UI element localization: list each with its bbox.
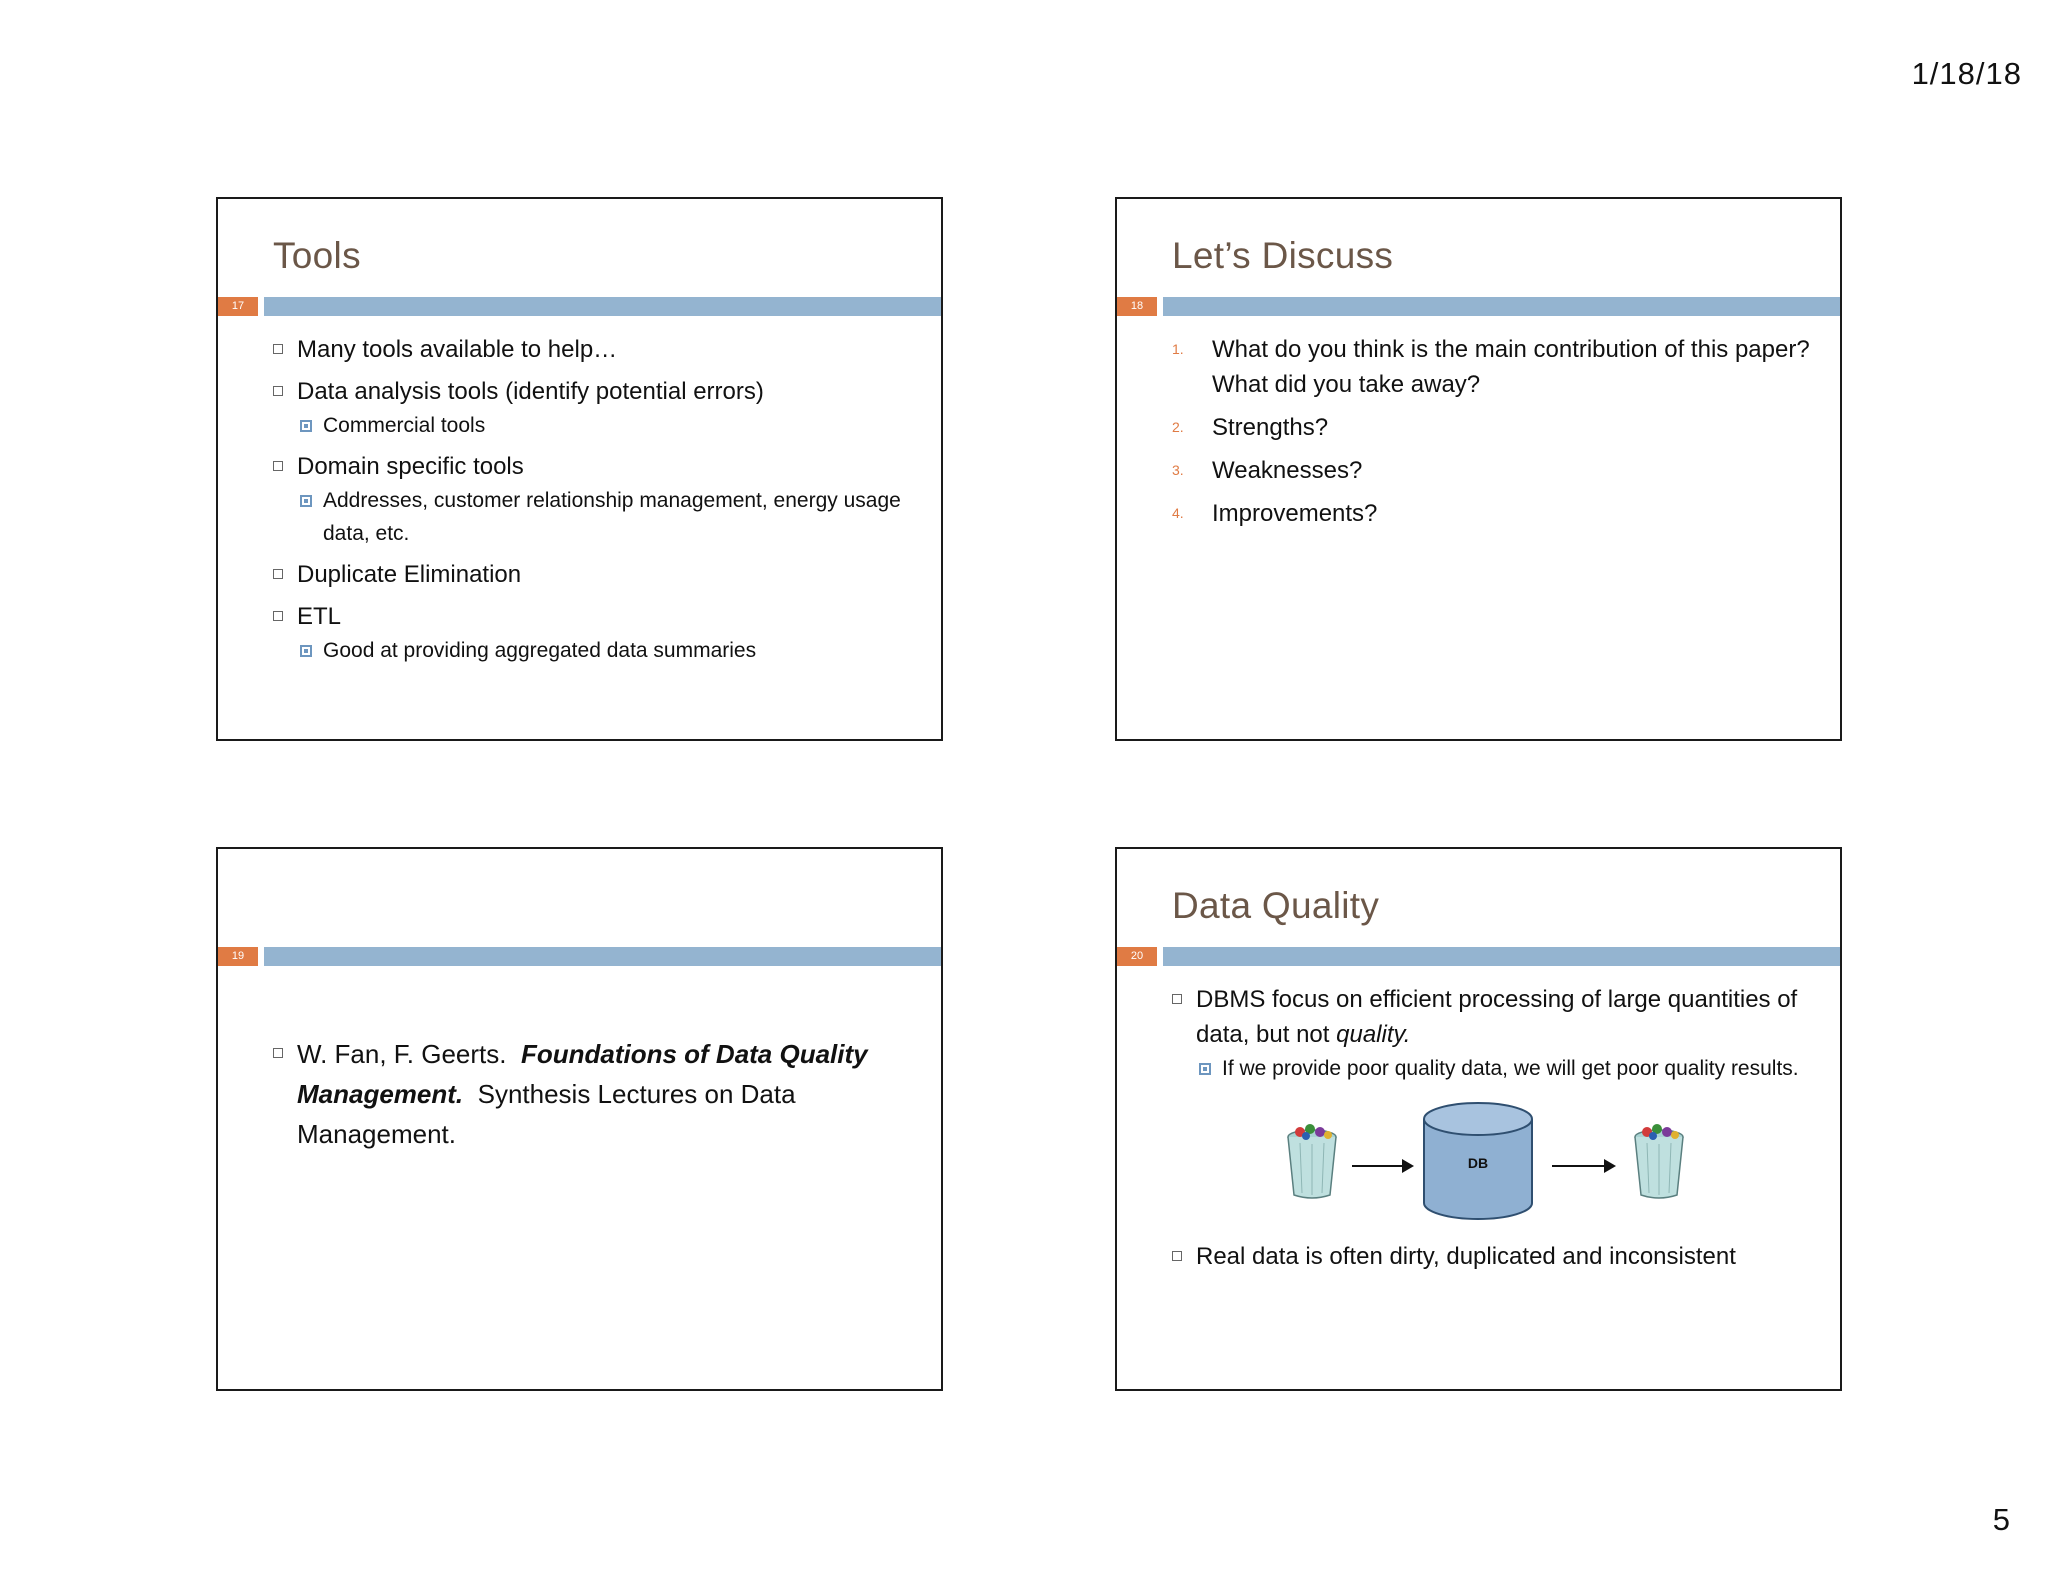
numbered-item (1172, 453, 1810, 488)
slide-data-quality (1115, 847, 1842, 1391)
data-quality-diagram (1117, 1101, 1842, 1211)
slide-number: 19 (218, 947, 258, 966)
slide-number: 20 (1117, 947, 1157, 966)
numbered-item (1172, 410, 1810, 445)
item-text: Weaknesses? (1212, 457, 1363, 484)
item-number: 4. (1172, 505, 1184, 521)
sub-bullet-item: Commercial tools (300, 409, 911, 442)
slide-body (1172, 332, 1810, 539)
arrow-right-icon (1552, 1165, 1614, 1167)
numbered-item (1172, 496, 1810, 531)
slide-tools (216, 197, 943, 741)
item-text: Improvements? (1212, 500, 1378, 527)
bullet-item: ETL (273, 599, 911, 634)
item-text: What do you think is the main contribution of this paper? What did you take away? (1212, 336, 1810, 398)
bullet-item: Data analysis tools (identify potential errors) (273, 374, 911, 409)
slide-body (273, 1034, 911, 1161)
slide-number: 17 (218, 297, 258, 316)
citation-authors: W. Fan, F. Geerts. (297, 1039, 507, 1069)
citation-book-title: Foundations of Data Quality Management. (297, 1039, 868, 1109)
slide-reference (216, 847, 943, 1391)
numbered-item (1172, 332, 1810, 402)
sub-bullet-item: If we provide poor quality data, we will get poor quality results. (1199, 1052, 1810, 1085)
bullet-item: Domain specific tools (273, 449, 911, 484)
slide-lets-discuss (1115, 197, 1842, 741)
bullet-text: DBMS focus on efficient processing of large quantities of data, but not (1196, 986, 1798, 1048)
bullet-item (1172, 982, 1810, 1052)
title-bar (1163, 297, 1840, 316)
trash-can-icon (1282, 1123, 1342, 1201)
page-date: 1/18/18 (1911, 56, 2022, 91)
citation-series: Synthesis Lectures on Data Management. (297, 1079, 796, 1149)
arrow-right-icon (1352, 1165, 1412, 1167)
title-bar (264, 947, 941, 966)
db-label: DB (1467, 1155, 1489, 1171)
sub-bullet-item: Addresses, customer relationship management, energy usage data, etc. (300, 484, 911, 550)
citation-bullet (273, 1034, 911, 1154)
bullet-item: Real data is often dirty, duplicated and inconsistent (1172, 1239, 1810, 1274)
bullet-emphasis: quality. (1336, 1021, 1411, 1048)
bullet-item: Many tools available to help… (273, 332, 911, 367)
slide-body (1172, 982, 1810, 1092)
item-number: 1. (1172, 341, 1184, 357)
sub-bullet-item: Good at providing aggregated data summaries (300, 634, 911, 667)
slide-title: Data Quality (1172, 885, 1380, 926)
item-number: 2. (1172, 419, 1184, 435)
trash-can-icon (1629, 1123, 1689, 1201)
title-bar (1163, 947, 1840, 966)
bullet-item: Duplicate Elimination (273, 557, 911, 592)
slide-body (273, 332, 911, 674)
page-number: 5 (1992, 1502, 2010, 1537)
item-number: 3. (1172, 462, 1184, 478)
slide-number: 18 (1117, 297, 1157, 316)
title-bar (264, 297, 941, 316)
slide-body-lower (1172, 1239, 1810, 1281)
item-text: Strengths? (1212, 414, 1329, 441)
slide-title: Tools (273, 235, 361, 276)
slide-title: Let’s Discuss (1172, 235, 1394, 276)
